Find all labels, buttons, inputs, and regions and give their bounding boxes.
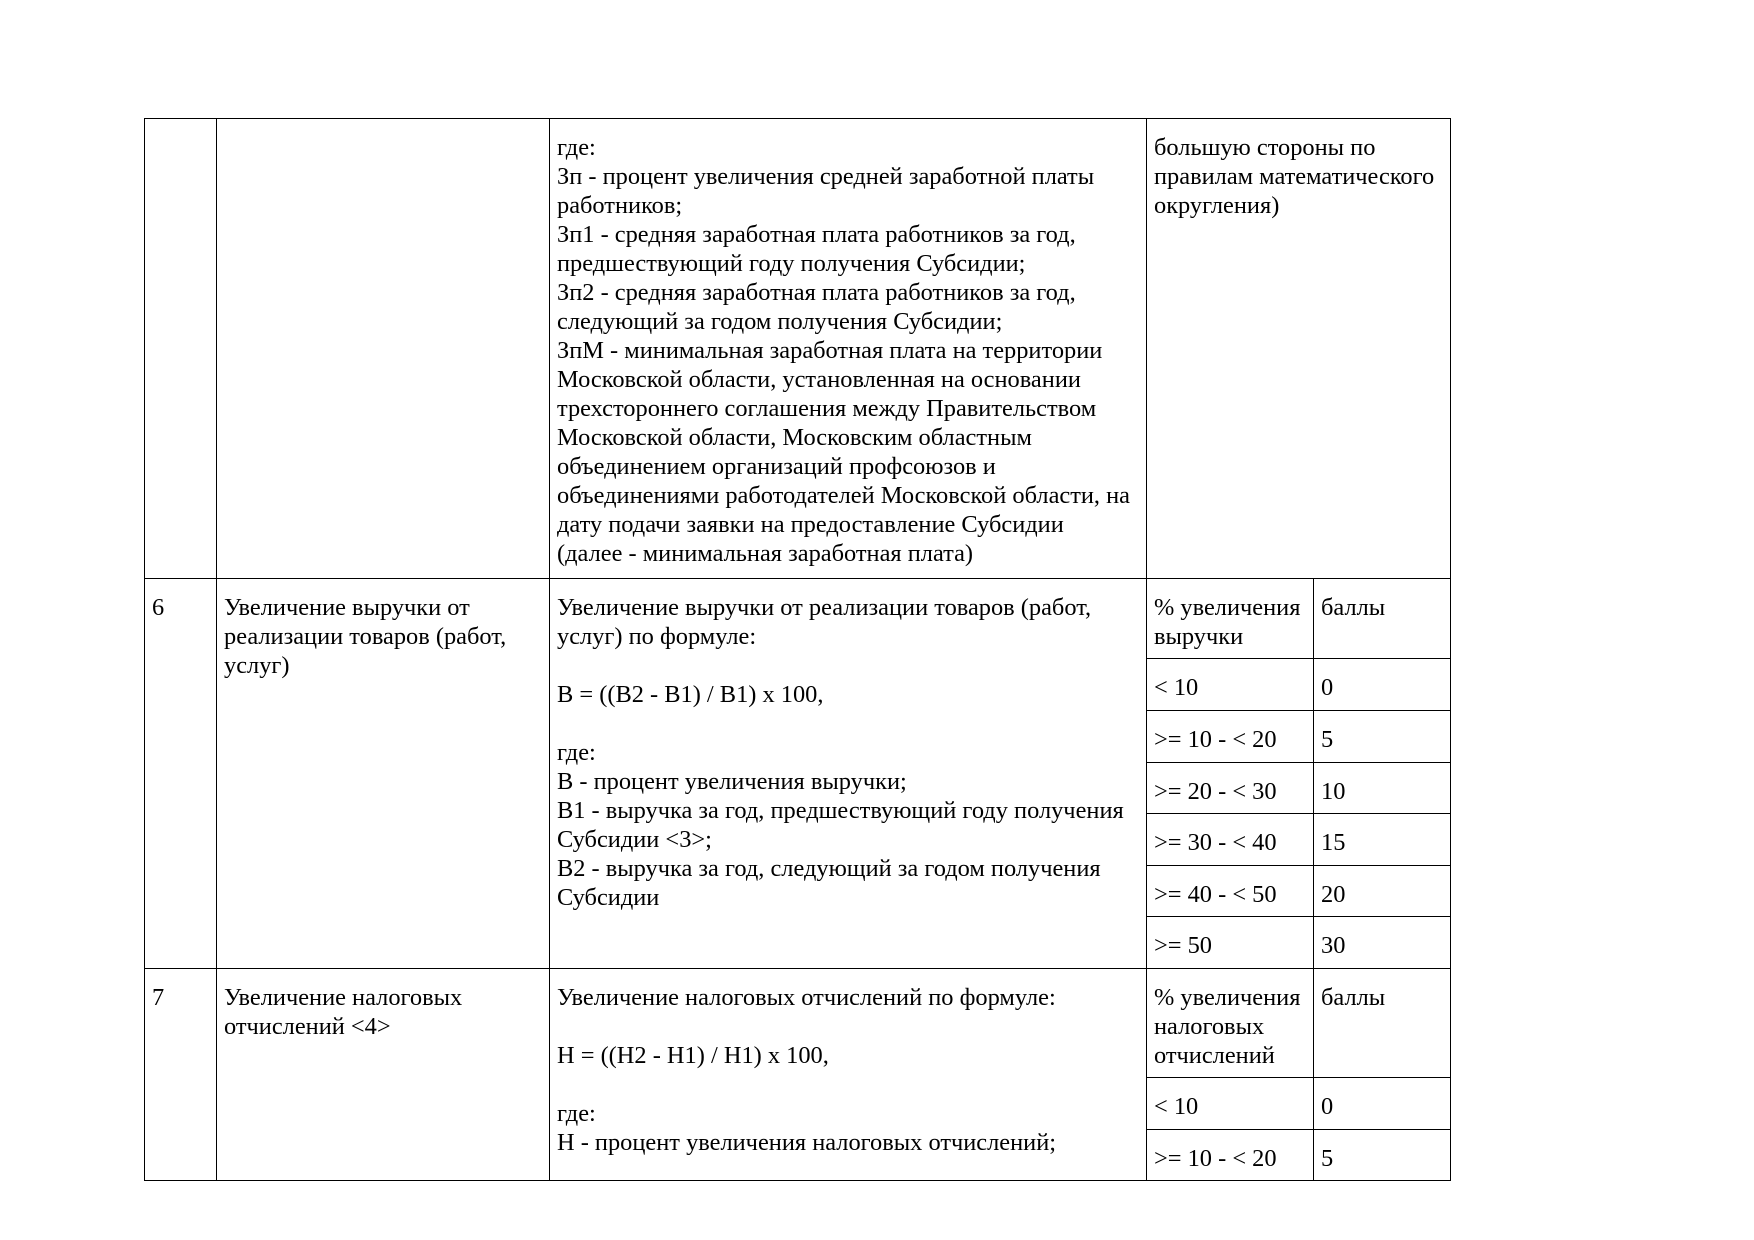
criteria-table	[144, 118, 1451, 1181]
criterion-description-cell: Увеличение налоговых отчислений по формуле: Н = ((Н2 - Н1) / Н1) x 100, где: Н - процент увеличения налоговых отчислений;	[550, 969, 1147, 1181]
scale-range: < 10	[1147, 1078, 1314, 1130]
scale-points: 10	[1314, 763, 1451, 814]
scale-header-percent: % увеличения налоговых отчислений	[1147, 969, 1314, 1078]
scale-points: 15	[1314, 814, 1451, 866]
scale-range: >= 50	[1147, 917, 1314, 969]
row-number-cell: 6	[145, 579, 217, 969]
criterion-name-cell	[217, 119, 550, 579]
criterion-note-cell: большую стороны по правилам математического округления)	[1147, 119, 1451, 579]
scale-points: 5	[1314, 711, 1451, 763]
scale-points: 20	[1314, 866, 1451, 917]
scale-header-points: баллы	[1314, 969, 1451, 1078]
row-number-cell: 7	[145, 969, 217, 1181]
scale-range: < 10	[1147, 659, 1314, 711]
scale-range: >= 10 - < 20	[1147, 1130, 1314, 1181]
scale-range: >= 30 - < 40	[1147, 814, 1314, 866]
criterion-description-cell: где: Зп - процент увеличения средней заработной платы работников; Зп1 - средняя заработная плата работников за год, предшествующий году получения Субсидии; Зп2 - средняя заработная плата работников за год, следующий за годом получения Субсидии; ЗпМ - минимальная заработная плата на территории Московской области, установленная на основании трехстороннего соглашения между Правительством Московской области, Московским областным объединением организаций профсоюзов и объединениями работодателей Московской области, на дату подачи заявки на предоставление Субсидии (далее - минимальная заработная плата)	[550, 119, 1147, 579]
table-row	[145, 579, 1451, 659]
scale-points: 0	[1314, 1078, 1451, 1130]
scale-range: >= 40 - < 50	[1147, 866, 1314, 917]
criterion-name-cell: Увеличение налоговых отчислений <4>	[217, 969, 550, 1181]
scale-points: 0	[1314, 659, 1451, 711]
scale-header-points: баллы	[1314, 579, 1451, 659]
scale-points: 30	[1314, 917, 1451, 969]
criterion-name-cell: Увеличение выручки от реализации товаров (работ, услуг)	[217, 579, 550, 969]
table-row	[145, 969, 1451, 1078]
table-row	[145, 119, 1451, 579]
criterion-description-cell: Увеличение выручки от реализации товаров (работ, услуг) по формуле: В = ((В2 - В1) / В1) x 100, где: В - процент увеличения выручки; В1 - выручка за год, предшествующий году получения Субсидии <3>; В2 - выручка за год, следующий за годом получения Субсидии	[550, 579, 1147, 969]
scale-points: 5	[1314, 1130, 1451, 1181]
scale-header-percent: % увеличения выручки	[1147, 579, 1314, 659]
row-number-cell	[145, 119, 217, 579]
scale-range: >= 10 - < 20	[1147, 711, 1314, 763]
scale-range: >= 20 - < 30	[1147, 763, 1314, 814]
